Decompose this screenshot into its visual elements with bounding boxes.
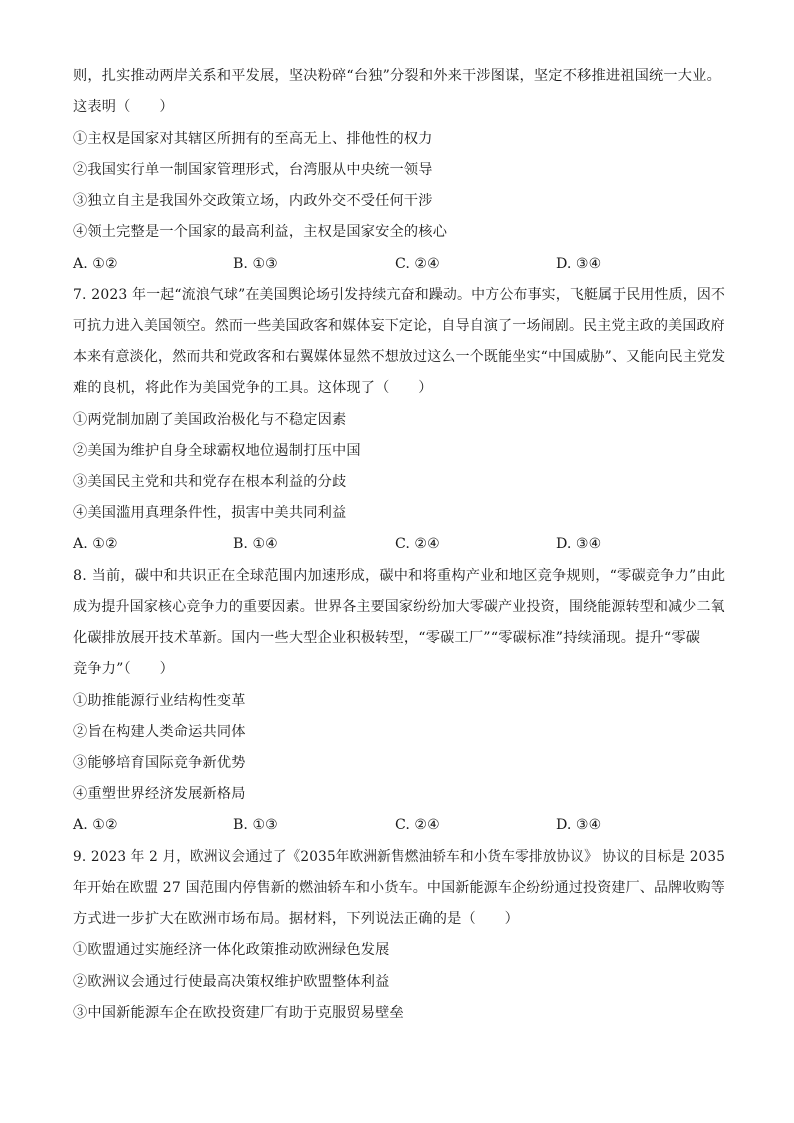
option-a: A. ①② xyxy=(73,256,118,272)
q7-options xyxy=(73,534,725,554)
q9-stem-line: 9. 2023 年 2 月，欧洲议会通过了《2035年欧洲新售燃油轿车和小货车零排放协议》 协议的目标是 2035 xyxy=(73,849,726,865)
q8-options xyxy=(73,815,725,835)
q7-item: ①两党制加剧了美国政治极化与不稳定因素 xyxy=(73,412,347,428)
option-c: C. ②④ xyxy=(395,817,440,833)
q6-item: ②我国实行单一制国家管理形式，台湾服从中央统一领导 xyxy=(73,162,433,178)
option-d: D. ③④ xyxy=(556,536,602,552)
q9-stem-line: 年开始在欧盟 27 国范围内停售新的燃油轿车和小货车。中国新能源车企纷纷通过投资建厂、品牌收购等 xyxy=(73,880,725,896)
q8-stem-line: 8. 当前，碳中和共识正在全球范围内加速形成，碳中和将重构产业和地区竞争规则，“零碳竞争力”由此 xyxy=(73,568,726,584)
q9-item: ②欧洲议会通过行使最高决策权维护欧盟整体利益 xyxy=(73,974,390,990)
q9-stem-line: 方式进一步扩大在欧洲市场布局。据材料，下列说法正确的是（ ） xyxy=(73,911,520,927)
q7-stem-line: 本来有意淡化，然而共和党政客和右翼媒体显然不想放过这么一个既能坐实“中国威胁”、又能向民主党发 xyxy=(73,349,726,365)
option-c: C. ②④ xyxy=(395,256,440,272)
q7-item: ②美国为维护自身全球霸权地位遏制打压中国 xyxy=(73,443,361,459)
q8-item: ②旨在构建人类命运共同体 xyxy=(73,724,246,740)
q6-options xyxy=(73,254,725,274)
q6-stem-line: 则，扎实推动两岸关系和平发展，坚决粉碎“台独”分裂和外来干涉图谋，坚定不移推进祖国统一大业。 xyxy=(73,68,721,84)
q8-item: ③能够培育国际竞争新优势 xyxy=(73,755,246,771)
q8-item: ④重塑世界经济发展新格局 xyxy=(73,786,246,802)
option-b: B. ①③ xyxy=(233,817,278,833)
q7-stem-line: 难的良机，将此作为美国党争的工具。这体现了（ ） xyxy=(73,380,433,396)
q8-item: ①助推能源行业结构性变革 xyxy=(73,693,246,709)
option-d: D. ③④ xyxy=(556,817,602,833)
q7-item: ③美国民主党和共和党存在根本利益的分歧 xyxy=(73,474,347,490)
q8-stem-line: 竞争力”（ ） xyxy=(73,661,175,677)
q6-item: ④领土完整是一个国家的最高利益，主权是国家安全的核心 xyxy=(73,224,448,240)
option-d: D. ③④ xyxy=(556,256,602,272)
q6-stem-line: 这表明（ ） xyxy=(73,99,174,115)
q7-item: ④美国滥用真理条件性，损害中美共同利益 xyxy=(73,505,347,521)
option-c: C. ②④ xyxy=(395,536,440,552)
q7-stem-line: 可抗力进入美国领空。然而一些美国政客和媒体妄下定论，自导自演了一场闹剧。民主党主政的美国政府 xyxy=(73,318,725,334)
q8-stem-line: 成为提升国家核心竞争力的重要因素。世界各主要国家纷纷加大零碳产业投资，围绕能源转型和减少二氧 xyxy=(73,599,725,615)
q6-item: ①主权是国家对其辖区所拥有的至高无上、排他性的权力 xyxy=(73,131,433,147)
q9-item: ①欧盟通过实施经济一体化政策推动欧洲绿色发展 xyxy=(73,942,390,958)
q7-stem-line: 7. 2023 年一起“流浪气球”在美国舆论场引发持续亢奋和躁动。中方公布事实，飞艇属于民用性质，因不 xyxy=(73,287,726,303)
option-b: B. ①④ xyxy=(233,536,278,552)
option-a: A. ①② xyxy=(73,817,118,833)
q6-item: ③独立自主是我国外交政策立场，内政外交不受任何干涉 xyxy=(73,193,433,209)
option-a: A. ①② xyxy=(73,536,118,552)
option-b: B. ①③ xyxy=(233,256,278,272)
q9-item: ③中国新能源车企在欧投资建厂有助于克服贸易壁垒 xyxy=(73,1005,404,1021)
q8-stem-line: 化碳排放展开技术革新。国内一些大型企业积极转型，“零碳工厂”“零碳标准”持续涌现。提升“零碳 xyxy=(73,630,701,646)
